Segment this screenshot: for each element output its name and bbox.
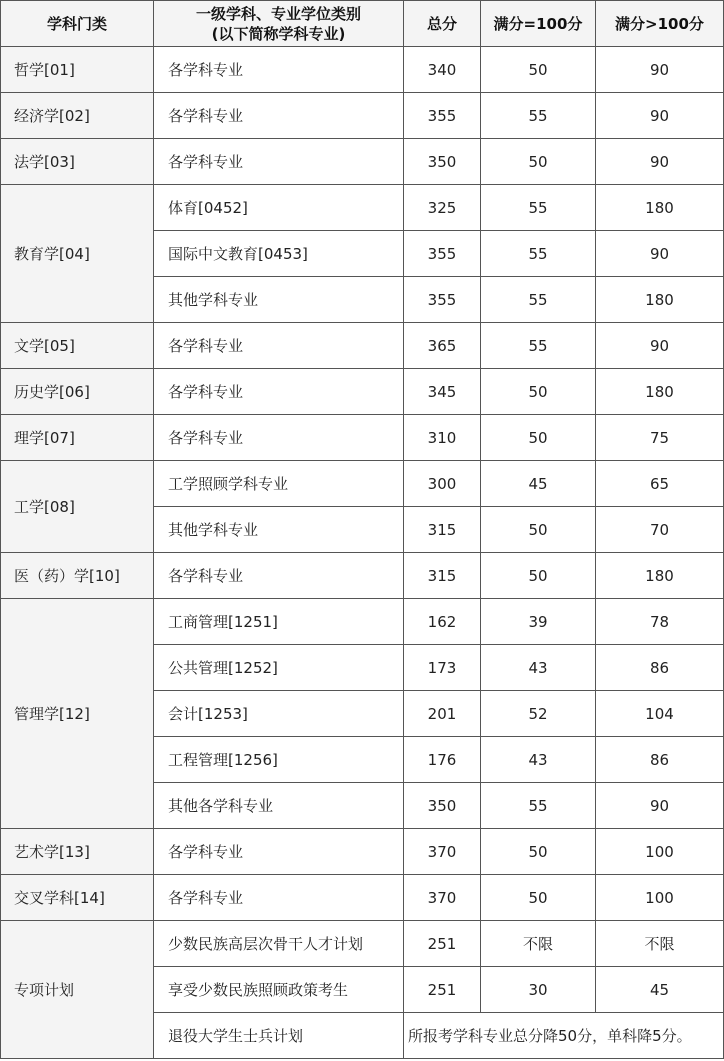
table-row [1, 369, 724, 415]
major-cell: 享受少数民族照顾政策考生 [154, 967, 404, 1013]
score-full-over-100-cell: 65 [596, 461, 724, 507]
total-score-cell: 355 [404, 277, 481, 323]
header-category: 学科门类 [1, 1, 154, 47]
major-cell: 工商管理[1251] [154, 599, 404, 645]
header-major [154, 1, 404, 47]
major-cell: 各学科专业 [154, 829, 404, 875]
major-cell: 各学科专业 [154, 93, 404, 139]
total-score-cell: 315 [404, 507, 481, 553]
table-row [1, 93, 724, 139]
score-full-over-100-cell: 70 [596, 507, 724, 553]
major-cell: 各学科专业 [154, 875, 404, 921]
table-row [1, 921, 724, 967]
score-full-over-100-cell: 78 [596, 599, 724, 645]
major-cell: 其他各学科专业 [154, 783, 404, 829]
category-cell: 管理学[12] [1, 599, 154, 829]
total-score-cell: 325 [404, 185, 481, 231]
category-cell: 文学[05] [1, 323, 154, 369]
score-full-over-100-cell: 90 [596, 139, 724, 185]
score-full-over-100-cell: 90 [596, 323, 724, 369]
header-major-line2: (以下简称学科专业) [211, 24, 346, 43]
major-cell: 各学科专业 [154, 139, 404, 185]
score-full-100-cell: 55 [481, 185, 596, 231]
total-score-cell: 300 [404, 461, 481, 507]
header-full-100: 满分=100分 [481, 1, 596, 47]
major-cell: 国际中文教育[0453] [154, 231, 404, 277]
score-full-100-cell: 45 [481, 461, 596, 507]
category-cell: 哲学[01] [1, 47, 154, 93]
category-cell: 历史学[06] [1, 369, 154, 415]
category-cell: 艺术学[13] [1, 829, 154, 875]
major-cell: 会计[1253] [154, 691, 404, 737]
score-full-over-100-cell: 104 [596, 691, 724, 737]
score-full-over-100-cell: 不限 [596, 921, 724, 967]
score-full-100-cell: 50 [481, 139, 596, 185]
score-full-over-100-cell: 86 [596, 737, 724, 783]
score-full-100-cell: 50 [481, 369, 596, 415]
major-cell: 公共管理[1252] [154, 645, 404, 691]
total-score-cell: 315 [404, 553, 481, 599]
total-score-cell: 370 [404, 875, 481, 921]
score-full-over-100-cell: 100 [596, 829, 724, 875]
major-cell: 体育[0452] [154, 185, 404, 231]
category-cell: 教育学[04] [1, 185, 154, 323]
table-row [1, 139, 724, 185]
score-full-over-100-cell: 180 [596, 369, 724, 415]
score-full-over-100-cell: 86 [596, 645, 724, 691]
score-full-over-100-cell: 90 [596, 783, 724, 829]
score-full-100-cell: 52 [481, 691, 596, 737]
major-cell: 各学科专业 [154, 415, 404, 461]
score-full-over-100-cell: 180 [596, 277, 724, 323]
score-full-over-100-cell: 180 [596, 553, 724, 599]
score-full-over-100-cell: 90 [596, 47, 724, 93]
category-cell: 经济学[02] [1, 93, 154, 139]
table-row [1, 829, 724, 875]
table-row [1, 553, 724, 599]
score-full-100-cell: 50 [481, 829, 596, 875]
category-cell: 专项计划 [1, 921, 154, 1059]
score-full-over-100-cell: 75 [596, 415, 724, 461]
major-cell: 其他学科专业 [154, 507, 404, 553]
score-full-100-cell: 50 [481, 47, 596, 93]
major-cell: 工程管理[1256] [154, 737, 404, 783]
major-cell: 各学科专业 [154, 553, 404, 599]
score-full-100-cell: 50 [481, 553, 596, 599]
category-cell: 医（药）学[10] [1, 553, 154, 599]
total-score-cell: 370 [404, 829, 481, 875]
table-row [1, 461, 724, 507]
table-row [1, 47, 724, 93]
score-full-100-cell: 55 [481, 783, 596, 829]
score-full-100-cell: 55 [481, 231, 596, 277]
score-full-100-cell: 39 [481, 599, 596, 645]
score-full-over-100-cell: 45 [596, 967, 724, 1013]
note-cell: 所报考学科专业总分降50分，单科降5分。 [404, 1013, 724, 1059]
score-full-over-100-cell: 180 [596, 185, 724, 231]
total-score-cell: 173 [404, 645, 481, 691]
major-cell: 工学照顾学科专业 [154, 461, 404, 507]
header-major-line1: 一级学科、专业学位类别 [195, 4, 361, 23]
score-full-100-cell: 不限 [481, 921, 596, 967]
category-cell: 交叉学科[14] [1, 875, 154, 921]
major-cell: 其他学科专业 [154, 277, 404, 323]
major-cell: 少数民族高层次骨干人才计划 [154, 921, 404, 967]
category-cell: 理学[07] [1, 415, 154, 461]
total-score-cell: 310 [404, 415, 481, 461]
total-score-cell: 162 [404, 599, 481, 645]
header-full-over-100: 满分>100分 [596, 1, 724, 47]
major-cell: 各学科专业 [154, 369, 404, 415]
total-score-cell: 345 [404, 369, 481, 415]
category-cell: 法学[03] [1, 139, 154, 185]
total-score-cell: 350 [404, 139, 481, 185]
score-full-over-100-cell: 90 [596, 93, 724, 139]
score-full-100-cell: 55 [481, 277, 596, 323]
major-cell: 各学科专业 [154, 323, 404, 369]
major-cell: 各学科专业 [154, 47, 404, 93]
table-row [1, 415, 724, 461]
score-full-100-cell: 50 [481, 875, 596, 921]
table-row [1, 185, 724, 231]
table-row [1, 599, 724, 645]
score-full-100-cell: 50 [481, 507, 596, 553]
score-full-over-100-cell: 100 [596, 875, 724, 921]
total-score-cell: 350 [404, 783, 481, 829]
table-row [1, 323, 724, 369]
header-total: 总分 [404, 1, 481, 47]
total-score-cell: 201 [404, 691, 481, 737]
total-score-cell: 251 [404, 921, 481, 967]
category-cell: 工学[08] [1, 461, 154, 553]
total-score-cell: 176 [404, 737, 481, 783]
table-body [1, 47, 724, 1059]
total-score-cell: 251 [404, 967, 481, 1013]
total-score-cell: 355 [404, 93, 481, 139]
score-full-100-cell: 43 [481, 737, 596, 783]
score-full-100-cell: 30 [481, 967, 596, 1013]
header-row [1, 1, 724, 47]
total-score-cell: 355 [404, 231, 481, 277]
table-row [1, 875, 724, 921]
total-score-cell: 365 [404, 323, 481, 369]
score-full-100-cell: 43 [481, 645, 596, 691]
major-cell: 退役大学生士兵计划 [154, 1013, 404, 1059]
score-full-100-cell: 50 [481, 415, 596, 461]
score-full-100-cell: 55 [481, 93, 596, 139]
total-score-cell: 340 [404, 47, 481, 93]
score-full-over-100-cell: 90 [596, 231, 724, 277]
score-full-100-cell: 55 [481, 323, 596, 369]
